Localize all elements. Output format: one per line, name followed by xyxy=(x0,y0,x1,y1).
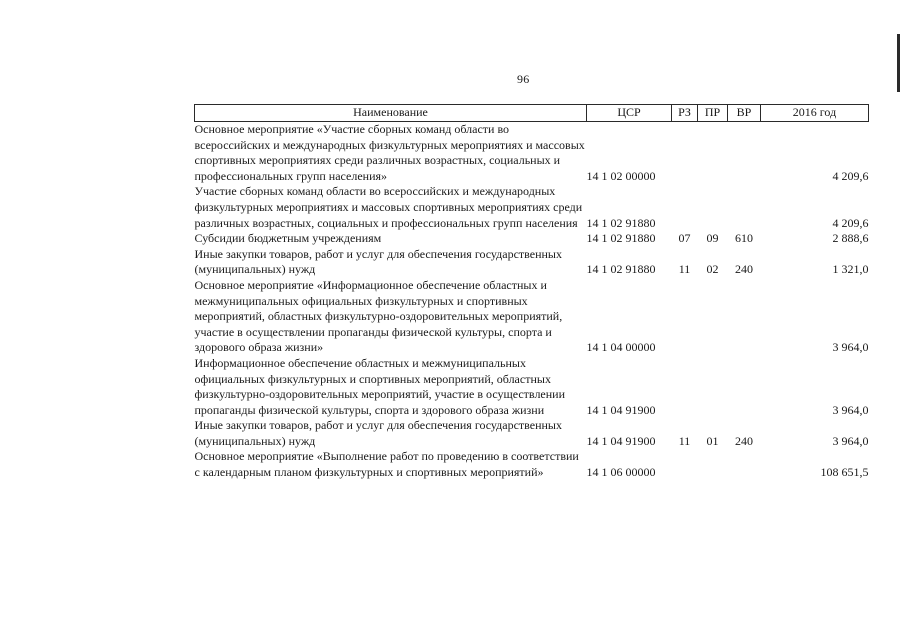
row-vr xyxy=(728,449,761,480)
row-amount: 2 888,6 xyxy=(832,231,869,246)
row-rz xyxy=(672,278,698,356)
row-vr xyxy=(728,184,761,231)
row-vr xyxy=(728,122,761,185)
row-csr: 14 1 04 00000 xyxy=(586,340,656,355)
header-pr: ПР xyxy=(698,105,728,122)
row-csr: 14 1 04 91900 xyxy=(586,402,656,417)
row-csr: 14 1 02 91880 xyxy=(586,262,656,277)
row-name: Субсидии бюджетным учреждениям xyxy=(194,231,382,246)
row-name: Основное мероприятие «Участие сборных команд области во всероссийских и международных физкультурных мероприятиях и массовых спортивных мероприятиях среди различных возрастных, социальных и профессиональных групп населения» xyxy=(194,122,585,183)
table-header-row xyxy=(195,105,869,122)
row-name: Основное мероприятие «Информационное обеспечение областных и межмуниципальных официальных физкультурных и спортивных мероприятий, областных физкультурно-оздоровительных мероприятий, участие в осуществлении пропаганды физической культуры, спорта и здорового образа жизни» xyxy=(194,277,563,355)
page-number: 96 xyxy=(517,72,530,86)
header-year: 2016 год xyxy=(761,105,869,122)
table-row xyxy=(195,356,869,418)
row-csr: 14 1 02 91880 xyxy=(586,215,656,230)
header-vr: ВР xyxy=(728,105,761,122)
row-csr: 14 1 06 00000 xyxy=(586,465,656,480)
row-pr xyxy=(698,356,728,418)
row-amount: 3 964,0 xyxy=(832,340,869,355)
row-amount: 4 209,6 xyxy=(832,215,869,230)
table-row xyxy=(195,449,869,480)
row-amount: 108 651,5 xyxy=(820,465,869,480)
row-csr: 14 1 04 91900 xyxy=(586,433,656,448)
row-csr: 14 1 02 00000 xyxy=(586,168,656,183)
row-pr xyxy=(698,278,728,356)
row-amount: 3 964,0 xyxy=(832,433,869,448)
row-pr: 01 xyxy=(706,433,719,448)
row-rz xyxy=(672,449,698,480)
row-pr xyxy=(698,122,728,185)
row-rz xyxy=(672,356,698,418)
row-rz xyxy=(672,122,698,185)
row-pr: 02 xyxy=(706,262,719,277)
row-vr: 610 xyxy=(735,231,753,246)
row-name: Иные закупки товаров, работ и услуг для обеспечения государственных (муниципальных) нужд xyxy=(194,418,562,448)
row-name: Основное мероприятие «Выполнение работ по проведению в соответствии с календарным планом физкультурных и спортивных мероприятий» xyxy=(194,449,579,480)
budget-table xyxy=(194,104,869,481)
row-name: Информационное обеспечение областных и межмуниципальных официальных физкультурных и спортивных мероприятий, областных физкультурно-оздоровительных мероприятий, участие в осуществлении пропаганды физической культуры, спорта и здорового образа жизни xyxy=(194,355,566,417)
table-row xyxy=(195,278,869,356)
table-row xyxy=(195,184,869,231)
row-pr: 09 xyxy=(706,231,719,246)
table-row xyxy=(195,418,869,449)
row-name: Иные закупки товаров, работ и услуг для обеспечения государственных (муниципальных) нужд xyxy=(194,246,562,277)
row-rz: 11 xyxy=(678,433,691,448)
header-name: Наименование xyxy=(195,105,587,122)
row-vr: 240 xyxy=(735,433,753,448)
table-row xyxy=(195,247,869,278)
row-amount: 4 209,6 xyxy=(832,168,869,183)
header-csr: ЦСР xyxy=(587,105,672,122)
row-amount: 3 964,0 xyxy=(832,402,869,417)
table-row xyxy=(195,231,869,247)
row-vr xyxy=(728,278,761,356)
row-csr: 14 1 02 91880 xyxy=(586,231,656,246)
table-row xyxy=(195,122,869,185)
row-rz: 11 xyxy=(678,262,691,277)
row-vr: 240 xyxy=(735,262,753,277)
row-name: Участие сборных команд области во всероссийских и международных физкультурных мероприятиях и массовых спортивных мероприятиях среди различных возрастных, социальных и профессиональных групп населения xyxy=(194,184,583,230)
scan-edge-mark xyxy=(897,34,900,92)
row-rz: 07 xyxy=(678,231,691,246)
row-pr xyxy=(698,184,728,231)
row-pr xyxy=(698,449,728,480)
header-rz: РЗ xyxy=(672,105,698,122)
row-rz xyxy=(672,184,698,231)
row-amount: 1 321,0 xyxy=(832,262,869,277)
row-vr xyxy=(728,356,761,418)
